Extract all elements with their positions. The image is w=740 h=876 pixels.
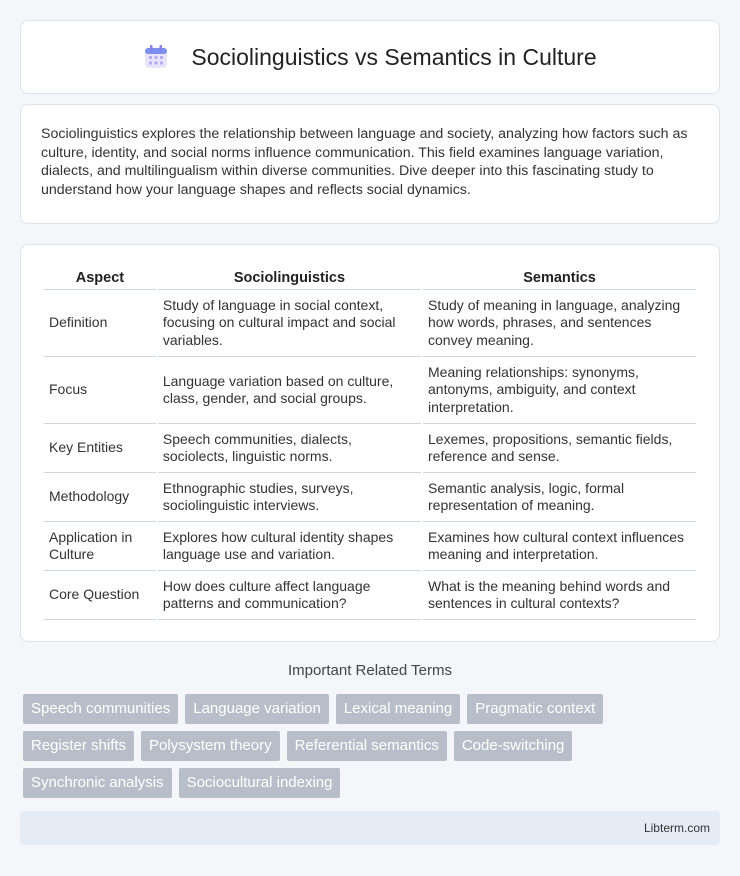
column-header: Semantics: [423, 263, 696, 290]
intro-text: Sociolinguistics explores the relationship between language and society, analyzing how factors such as culture, identity, and social norms influence communication. This field examines language variation, dialects, and multilingualism within diverse communities. Dive deeper into this fascinating study to understand how your language shapes and reflects social dynamics.: [41, 126, 688, 198]
table-header-row: [44, 263, 696, 290]
table-cell-aspect: Application in Culture: [44, 522, 156, 571]
table-cell-aspect: Focus: [44, 357, 156, 424]
footer-site-link[interactable]: Libterm.com: [643, 821, 710, 835]
table-cell-sociolinguistics: Study of language in social context, focusing on cultural impact and social variables.: [158, 290, 421, 357]
table-cell-semantics: What is the meaning behind words and sentences in cultural contexts?: [423, 571, 696, 620]
page-title: Sociolinguistics vs Semantics in Culture: [191, 43, 597, 70]
intro-card: [20, 104, 720, 224]
term-tag[interactable]: Code-switching: [454, 731, 573, 761]
table-row: [44, 522, 696, 571]
table-row: [44, 473, 696, 522]
related-terms-title: Important Related Terms: [288, 662, 452, 679]
term-tag[interactable]: Lexical meaning: [336, 694, 460, 724]
table-cell-semantics: Meaning relationships: synonyms, antonyms, ambiguity, and context interpretation.: [423, 357, 696, 424]
table-row: [44, 290, 696, 357]
header-card: [20, 20, 720, 94]
table-cell-semantics: Examines how cultural context influences meaning and interpretation.: [423, 522, 696, 571]
term-tag[interactable]: Polysystem theory: [141, 731, 280, 761]
table-cell-sociolinguistics: How does culture affect language patterns and communication?: [158, 571, 421, 620]
table-cell-sociolinguistics: Ethnographic studies, surveys, sociolinguistic interviews.: [158, 473, 421, 522]
table-cell-aspect: Methodology: [44, 473, 156, 522]
term-tag[interactable]: Sociocultural indexing: [179, 768, 341, 798]
term-tag[interactable]: Referential semantics: [287, 731, 447, 761]
column-header: Sociolinguistics: [158, 263, 421, 290]
table-row: [44, 571, 696, 620]
calendar-icon: [143, 44, 169, 70]
table-row: [44, 424, 696, 473]
related-terms-list: [23, 694, 723, 805]
table-cell-sociolinguistics: Explores how cultural identity shapes language use and variation.: [158, 522, 421, 571]
term-tag[interactable]: Pragmatic context: [467, 694, 603, 724]
term-tag[interactable]: Speech communities: [23, 694, 178, 724]
term-tag[interactable]: Language variation: [185, 694, 329, 724]
table-cell-semantics: Study of meaning in language, analyzing how words, phrases, and sentences convey meaning.: [423, 290, 696, 357]
term-tag[interactable]: Register shifts: [23, 731, 134, 761]
table-cell-semantics: Semantic analysis, logic, formal representation of meaning.: [423, 473, 696, 522]
term-tag[interactable]: Synchronic analysis: [23, 768, 172, 798]
table-row: [44, 357, 696, 424]
table-cell-aspect: Core Question: [44, 571, 156, 620]
table-cell-aspect: Key Entities: [44, 424, 156, 473]
table-cell-sociolinguistics: Speech communities, dialects, sociolects, linguistic norms.: [158, 424, 421, 473]
table-cell-sociolinguistics: Language variation based on culture, class, gender, and social groups.: [158, 357, 421, 424]
table-cell-aspect: Definition: [44, 290, 156, 357]
footer: [20, 811, 720, 845]
comparison-table-card: [20, 244, 720, 642]
comparison-table: [42, 263, 698, 620]
table-cell-semantics: Lexemes, propositions, semantic fields, reference and sense.: [423, 424, 696, 473]
column-header: Aspect: [44, 263, 156, 290]
